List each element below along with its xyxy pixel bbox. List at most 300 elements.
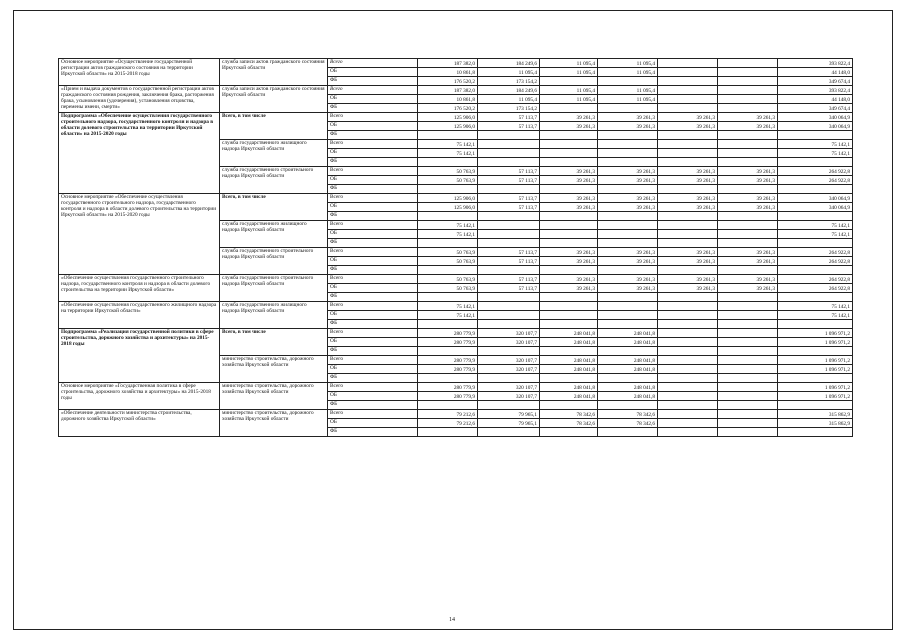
year-value-cell	[598, 428, 658, 437]
year-value-cell: 184 249,6	[478, 86, 540, 95]
executor-cell: служба государственного строительного надзора Иркутской области	[220, 248, 328, 275]
year-value-cell: 320 107,7	[478, 356, 540, 365]
year-value-cell	[658, 77, 718, 86]
year-value-cell: 39 261,3	[540, 194, 598, 203]
year-value-cell	[718, 356, 778, 365]
year-value-cell	[718, 140, 778, 149]
funding-source-cell: ФБ	[328, 131, 418, 140]
total-value-cell: 44 148,0	[778, 68, 853, 77]
activity-name-cell: Подпрограмма «Обеспечение осуществления государственного строительного надзора, государственного контроля и надзора в области долевого строительства на территории Иркутской области» на 2015-2020 годы	[59, 113, 220, 194]
year-value-cell	[598, 140, 658, 149]
year-value-cell	[540, 131, 598, 140]
year-value-cell: 57 113,7	[478, 113, 540, 122]
total-value-cell: 75 142,1	[778, 140, 853, 149]
year-value-cell: 39 261,3	[718, 248, 778, 257]
year-value-cell	[598, 320, 658, 329]
year-value-cell: 78 342,6	[540, 410, 598, 419]
year-value-cell: 39 261,3	[540, 176, 598, 185]
year-value-cell	[718, 347, 778, 356]
year-value-cell: 39 261,3	[718, 122, 778, 131]
year-value-cell	[718, 410, 778, 419]
funding-source-cell: Всего	[328, 113, 418, 122]
total-value-cell: 44 148,0	[778, 95, 853, 104]
year-value-cell: 248 041,8	[540, 356, 598, 365]
year-value-cell: 75 142,1	[418, 311, 478, 320]
funding-source-cell: ОБ	[328, 176, 418, 185]
executor-cell: министерство строительства, дорожного хозяйства Иркутской области	[220, 383, 328, 410]
year-value-cell	[718, 266, 778, 275]
year-value-cell: 39 261,3	[718, 167, 778, 176]
table-row	[59, 86, 853, 95]
executor-cell: Всего, в том числе	[220, 329, 328, 356]
funding-source-cell: ФБ	[328, 428, 418, 437]
year-value-cell	[658, 212, 718, 221]
year-value-cell	[478, 221, 540, 230]
year-value-cell	[540, 104, 598, 113]
year-value-cell: 39 261,3	[658, 284, 718, 293]
year-value-cell	[718, 338, 778, 347]
year-value-cell: 39 261,3	[598, 248, 658, 257]
year-value-cell	[658, 392, 718, 401]
year-value-cell	[718, 419, 778, 428]
year-value-cell: 50 763,9	[418, 257, 478, 266]
year-value-cell	[598, 221, 658, 230]
year-value-cell	[478, 293, 540, 302]
year-value-cell: 320 107,7	[478, 365, 540, 374]
total-value-cell	[778, 266, 853, 275]
year-value-cell	[658, 329, 718, 338]
funding-source-cell: Всего	[328, 248, 418, 257]
year-value-cell: 39 261,3	[540, 284, 598, 293]
executor-cell: служба государственного жилищного надзора Иркутской области	[220, 302, 328, 329]
funding-source-cell: ОБ	[328, 230, 418, 239]
year-value-cell	[598, 374, 658, 383]
year-value-cell	[718, 401, 778, 410]
year-value-cell	[598, 302, 658, 311]
year-value-cell	[718, 77, 778, 86]
year-value-cell	[478, 374, 540, 383]
funding-source-cell: ОБ	[328, 338, 418, 347]
executor-cell: служба записи актов гражданского состояния Иркутской области	[220, 86, 328, 113]
year-value-cell	[718, 131, 778, 140]
total-value-cell: 340 064,9	[778, 194, 853, 203]
year-value-cell: 39 261,3	[540, 113, 598, 122]
year-value-cell	[658, 365, 718, 374]
year-value-cell	[540, 311, 598, 320]
year-value-cell: 248 041,8	[540, 338, 598, 347]
year-value-cell: 320 107,7	[478, 329, 540, 338]
year-value-cell: 187 382,0	[418, 86, 478, 95]
funding-source-cell: ОБ	[328, 95, 418, 104]
total-value-cell	[778, 185, 853, 194]
year-value-cell: 79 965,1	[478, 410, 540, 419]
year-value-cell: 50 763,9	[418, 167, 478, 176]
funding-source-cell: ОБ	[328, 203, 418, 212]
total-value-cell: 1 096 971,2	[778, 365, 853, 374]
year-value-cell	[658, 401, 718, 410]
year-value-cell	[478, 266, 540, 275]
executor-cell: Всего, в том числе	[220, 194, 328, 221]
year-value-cell: 75 142,1	[418, 149, 478, 158]
year-value-cell: 39 261,3	[540, 122, 598, 131]
year-value-cell	[418, 374, 478, 383]
year-value-cell: 39 261,3	[718, 257, 778, 266]
funding-source-cell: ФБ	[328, 401, 418, 410]
year-value-cell	[598, 401, 658, 410]
year-value-cell: 57 113,7	[478, 284, 540, 293]
executor-cell: министерство строительства, дорожного хозяйства Иркутской области	[220, 356, 328, 383]
year-value-cell: 75 142,1	[418, 230, 478, 239]
total-value-cell: 315 862,9	[778, 419, 853, 428]
year-value-cell	[658, 95, 718, 104]
funding-source-cell: ОБ	[328, 284, 418, 293]
total-value-cell	[778, 428, 853, 437]
year-value-cell: 39 261,3	[540, 275, 598, 284]
year-value-cell: 125 906,0	[418, 194, 478, 203]
year-value-cell	[658, 410, 718, 419]
year-value-cell: 176 520,2	[418, 77, 478, 86]
year-value-cell: 39 261,3	[598, 203, 658, 212]
year-value-cell: 50 763,9	[418, 176, 478, 185]
year-value-cell	[598, 131, 658, 140]
year-value-cell: 39 261,3	[598, 122, 658, 131]
year-value-cell: 57 113,7	[478, 122, 540, 131]
year-value-cell: 39 261,3	[540, 257, 598, 266]
year-value-cell	[540, 212, 598, 221]
year-value-cell	[540, 428, 598, 437]
total-value-cell: 264 922,8	[778, 167, 853, 176]
year-value-cell	[598, 149, 658, 158]
year-value-cell	[718, 320, 778, 329]
year-value-cell	[718, 185, 778, 194]
year-value-cell: 39 261,3	[540, 203, 598, 212]
year-value-cell	[540, 158, 598, 167]
total-value-cell: 1 096 971,2	[778, 383, 853, 392]
funding-source-cell: ФБ	[328, 185, 418, 194]
year-value-cell	[658, 158, 718, 167]
year-value-cell	[658, 311, 718, 320]
table-row	[59, 302, 853, 311]
year-value-cell	[658, 374, 718, 383]
executor-cell: служба государственного строительного надзора Иркутской области	[220, 275, 328, 302]
year-value-cell: 39 261,3	[658, 113, 718, 122]
year-value-cell: 78 342,6	[598, 419, 658, 428]
year-value-cell: 248 041,8	[598, 365, 658, 374]
year-value-cell	[718, 374, 778, 383]
year-value-cell: 184 249,6	[478, 59, 540, 68]
year-value-cell: 280 779,9	[418, 338, 478, 347]
page-number: 14	[449, 617, 455, 623]
year-value-cell: 39 261,3	[658, 194, 718, 203]
year-value-cell: 79 965,1	[478, 419, 540, 428]
year-value-cell: 248 041,8	[540, 329, 598, 338]
year-value-cell: 79 212,6	[418, 419, 478, 428]
year-value-cell	[718, 221, 778, 230]
year-value-cell	[540, 266, 598, 275]
total-value-cell	[778, 347, 853, 356]
year-value-cell	[658, 383, 718, 392]
year-value-cell: 39 261,3	[658, 275, 718, 284]
activity-name-cell: Основное мероприятие «Обеспечение осуществления государственного строительного надзора, государственного контроля и надзора в области долевого строительства на территории Иркутской области» на 2015-2020 годы	[59, 194, 220, 275]
year-value-cell	[540, 293, 598, 302]
table-row	[59, 410, 853, 419]
year-value-cell: 173 154,2	[478, 77, 540, 86]
year-value-cell	[718, 311, 778, 320]
year-value-cell: 57 113,7	[478, 275, 540, 284]
year-value-cell	[658, 131, 718, 140]
year-value-cell	[540, 230, 598, 239]
year-value-cell	[598, 158, 658, 167]
activity-name-cell: Основное мероприятие «Государственная политика в сфере строительства, дорожного хозяйства и архитектуры» на 2015-2018 годы	[59, 383, 220, 410]
year-value-cell	[598, 311, 658, 320]
year-value-cell	[540, 185, 598, 194]
year-value-cell	[598, 293, 658, 302]
year-value-cell	[718, 68, 778, 77]
total-value-cell: 1 096 971,2	[778, 356, 853, 365]
funding-source-cell: ФБ	[328, 266, 418, 275]
year-value-cell	[540, 347, 598, 356]
activity-name-cell: «Прием и выдача документов о государственной регистрации актов гражданского состояния рождения, заключения брака, расторжения брака, усыновления (удочерения), установления отцовства, перемены имени, смерти»	[59, 86, 220, 113]
year-value-cell	[478, 320, 540, 329]
year-value-cell	[598, 230, 658, 239]
year-value-cell: 125 906,0	[418, 203, 478, 212]
activity-name-cell: «Обеспечение деятельности министерства строительства, дорожного хозяйства Иркутской области»	[59, 410, 220, 437]
funding-source-cell: ФБ	[328, 374, 418, 383]
year-value-cell: 39 261,3	[658, 248, 718, 257]
year-value-cell: 39 261,3	[540, 167, 598, 176]
year-value-cell: 39 261,3	[598, 257, 658, 266]
year-value-cell	[540, 239, 598, 248]
total-value-cell: 315 862,9	[778, 410, 853, 419]
year-value-cell	[418, 212, 478, 221]
year-value-cell	[658, 59, 718, 68]
year-value-cell	[418, 293, 478, 302]
year-value-cell: 39 261,3	[718, 284, 778, 293]
funding-source-cell: ОБ	[328, 311, 418, 320]
year-value-cell	[418, 347, 478, 356]
year-value-cell: 280 779,9	[418, 365, 478, 374]
year-value-cell: 280 779,9	[418, 356, 478, 365]
funding-source-cell: ФБ	[328, 239, 418, 248]
table-row	[59, 59, 853, 68]
year-value-cell: 57 113,7	[478, 257, 540, 266]
year-value-cell	[598, 212, 658, 221]
total-value-cell: 264 922,8	[778, 248, 853, 257]
year-value-cell	[658, 338, 718, 347]
funding-source-cell: ОБ	[328, 392, 418, 401]
year-value-cell: 11 095,4	[598, 68, 658, 77]
year-value-cell	[418, 131, 478, 140]
year-value-cell: 50 763,9	[418, 284, 478, 293]
year-value-cell: 78 342,6	[540, 419, 598, 428]
year-value-cell	[718, 392, 778, 401]
year-value-cell: 173 154,2	[478, 104, 540, 113]
year-value-cell: 11 095,4	[540, 86, 598, 95]
year-value-cell	[478, 428, 540, 437]
year-value-cell: 10 861,8	[418, 68, 478, 77]
funding-source-cell: Всего	[328, 410, 418, 419]
activity-name-cell: Основное мероприятие «Осуществление государственной регистрации актов гражданского состояния на территории Иркутской области» на 2015-2018 годы	[59, 59, 220, 86]
year-value-cell: 39 261,3	[598, 275, 658, 284]
total-value-cell: 75 142,1	[778, 230, 853, 239]
year-value-cell	[478, 212, 540, 221]
year-value-cell	[718, 293, 778, 302]
year-value-cell: 11 095,4	[598, 86, 658, 95]
year-value-cell: 39 261,3	[718, 176, 778, 185]
year-value-cell	[718, 104, 778, 113]
year-value-cell	[540, 302, 598, 311]
year-value-cell: 57 113,7	[478, 194, 540, 203]
year-value-cell	[718, 383, 778, 392]
year-value-cell	[658, 140, 718, 149]
executor-cell: служба государственного жилищного надзора Иркутской области	[220, 140, 328, 167]
year-value-cell: 11 095,4	[540, 59, 598, 68]
year-value-cell: 320 107,7	[478, 383, 540, 392]
budget-table	[58, 58, 853, 437]
year-value-cell	[718, 239, 778, 248]
year-value-cell: 248 041,8	[598, 356, 658, 365]
activity-name-cell: «Обеспечение осуществления государственного строительного надзора, государственного контроля и надзора в области долевого строительства на территории Иркутской области»	[59, 275, 220, 302]
year-value-cell: 248 041,8	[598, 392, 658, 401]
year-value-cell: 248 041,8	[540, 365, 598, 374]
year-value-cell	[478, 140, 540, 149]
executor-cell: служба государственного жилищного надзора Иркутской области	[220, 221, 328, 248]
total-value-cell	[778, 239, 853, 248]
year-value-cell	[718, 365, 778, 374]
year-value-cell	[658, 320, 718, 329]
total-value-cell	[778, 374, 853, 383]
year-value-cell: 248 041,8	[598, 329, 658, 338]
year-value-cell	[418, 239, 478, 248]
year-value-cell: 248 041,8	[598, 383, 658, 392]
year-value-cell	[418, 428, 478, 437]
year-value-cell: 39 261,3	[718, 275, 778, 284]
funding-source-cell: Всего	[328, 275, 418, 284]
funding-source-cell: ФБ	[328, 347, 418, 356]
year-value-cell: 176 520,2	[418, 104, 478, 113]
funding-source-cell: Всего	[328, 86, 418, 95]
year-value-cell	[478, 401, 540, 410]
total-value-cell: 75 142,1	[778, 149, 853, 158]
year-value-cell	[658, 185, 718, 194]
year-value-cell: 39 261,3	[658, 176, 718, 185]
year-value-cell: 39 261,3	[658, 203, 718, 212]
year-value-cell: 280 779,9	[418, 392, 478, 401]
year-value-cell	[418, 185, 478, 194]
activity-name-cell: «Обеспечение осуществления государственного жилищного надзора на территории Иркутской области»	[59, 302, 220, 329]
year-value-cell	[718, 158, 778, 167]
funding-source-cell: ОБ	[328, 419, 418, 428]
funding-source-cell: Всего	[328, 356, 418, 365]
year-value-cell	[598, 77, 658, 86]
total-value-cell	[778, 401, 853, 410]
year-value-cell: 320 107,7	[478, 338, 540, 347]
year-value-cell: 57 113,7	[478, 167, 540, 176]
year-value-cell	[658, 347, 718, 356]
table-row	[59, 383, 853, 392]
year-value-cell	[598, 185, 658, 194]
funding-source-cell: ФБ	[328, 212, 418, 221]
year-value-cell	[718, 212, 778, 221]
executor-cell: служба государственного строительного надзора Иркутской области	[220, 167, 328, 194]
year-value-cell: 79 212,6	[418, 410, 478, 419]
year-value-cell	[658, 239, 718, 248]
year-value-cell	[478, 158, 540, 167]
year-value-cell: 248 041,8	[598, 338, 658, 347]
executor-cell: Всего, в том числе	[220, 113, 328, 140]
year-value-cell	[418, 158, 478, 167]
funding-source-cell: ОБ	[328, 68, 418, 77]
year-value-cell	[540, 374, 598, 383]
year-value-cell: 11 095,4	[478, 95, 540, 104]
year-value-cell: 39 261,3	[598, 176, 658, 185]
funding-source-cell: ФБ	[328, 158, 418, 167]
total-value-cell: 393 822,4	[778, 86, 853, 95]
year-value-cell: 39 261,3	[540, 248, 598, 257]
year-value-cell: 11 095,4	[598, 59, 658, 68]
funding-source-cell: ОБ	[328, 122, 418, 131]
year-value-cell: 248 041,8	[540, 392, 598, 401]
year-value-cell	[540, 320, 598, 329]
year-value-cell	[478, 131, 540, 140]
total-value-cell: 264 922,8	[778, 275, 853, 284]
funding-source-cell: Всего	[328, 140, 418, 149]
year-value-cell	[540, 221, 598, 230]
year-value-cell	[540, 140, 598, 149]
year-value-cell: 280 779,9	[418, 329, 478, 338]
funding-source-cell: ФБ	[328, 320, 418, 329]
year-value-cell	[718, 302, 778, 311]
year-value-cell	[718, 149, 778, 158]
year-value-cell	[418, 266, 478, 275]
year-value-cell	[658, 428, 718, 437]
year-value-cell: 11 095,4	[598, 95, 658, 104]
year-value-cell	[478, 311, 540, 320]
total-value-cell: 264 922,8	[778, 257, 853, 266]
total-value-cell: 340 064,9	[778, 113, 853, 122]
total-value-cell	[778, 293, 853, 302]
total-value-cell	[778, 158, 853, 167]
funding-source-cell: ФБ	[328, 77, 418, 86]
funding-source-cell: Всего	[328, 221, 418, 230]
total-value-cell	[778, 212, 853, 221]
year-value-cell: 39 261,3	[658, 257, 718, 266]
funding-source-cell: ОБ	[328, 149, 418, 158]
total-value-cell: 349 674,4	[778, 77, 853, 86]
year-value-cell	[658, 149, 718, 158]
table-row	[59, 329, 853, 338]
total-value-cell: 264 922,8	[778, 284, 853, 293]
year-value-cell: 39 261,3	[598, 167, 658, 176]
funding-source-cell: ФБ	[328, 293, 418, 302]
total-value-cell: 349 674,4	[778, 104, 853, 113]
year-value-cell: 11 095,4	[478, 68, 540, 77]
year-value-cell: 187 382,0	[418, 59, 478, 68]
table-row	[59, 113, 853, 122]
year-value-cell: 39 261,3	[598, 194, 658, 203]
year-value-cell: 78 342,6	[598, 410, 658, 419]
year-value-cell	[478, 239, 540, 248]
total-value-cell	[778, 131, 853, 140]
total-value-cell	[778, 320, 853, 329]
year-value-cell	[658, 221, 718, 230]
year-value-cell	[598, 347, 658, 356]
year-value-cell	[718, 86, 778, 95]
year-value-cell: 39 261,3	[718, 203, 778, 212]
year-value-cell: 75 142,1	[418, 302, 478, 311]
year-value-cell: 39 261,3	[718, 113, 778, 122]
year-value-cell	[540, 149, 598, 158]
